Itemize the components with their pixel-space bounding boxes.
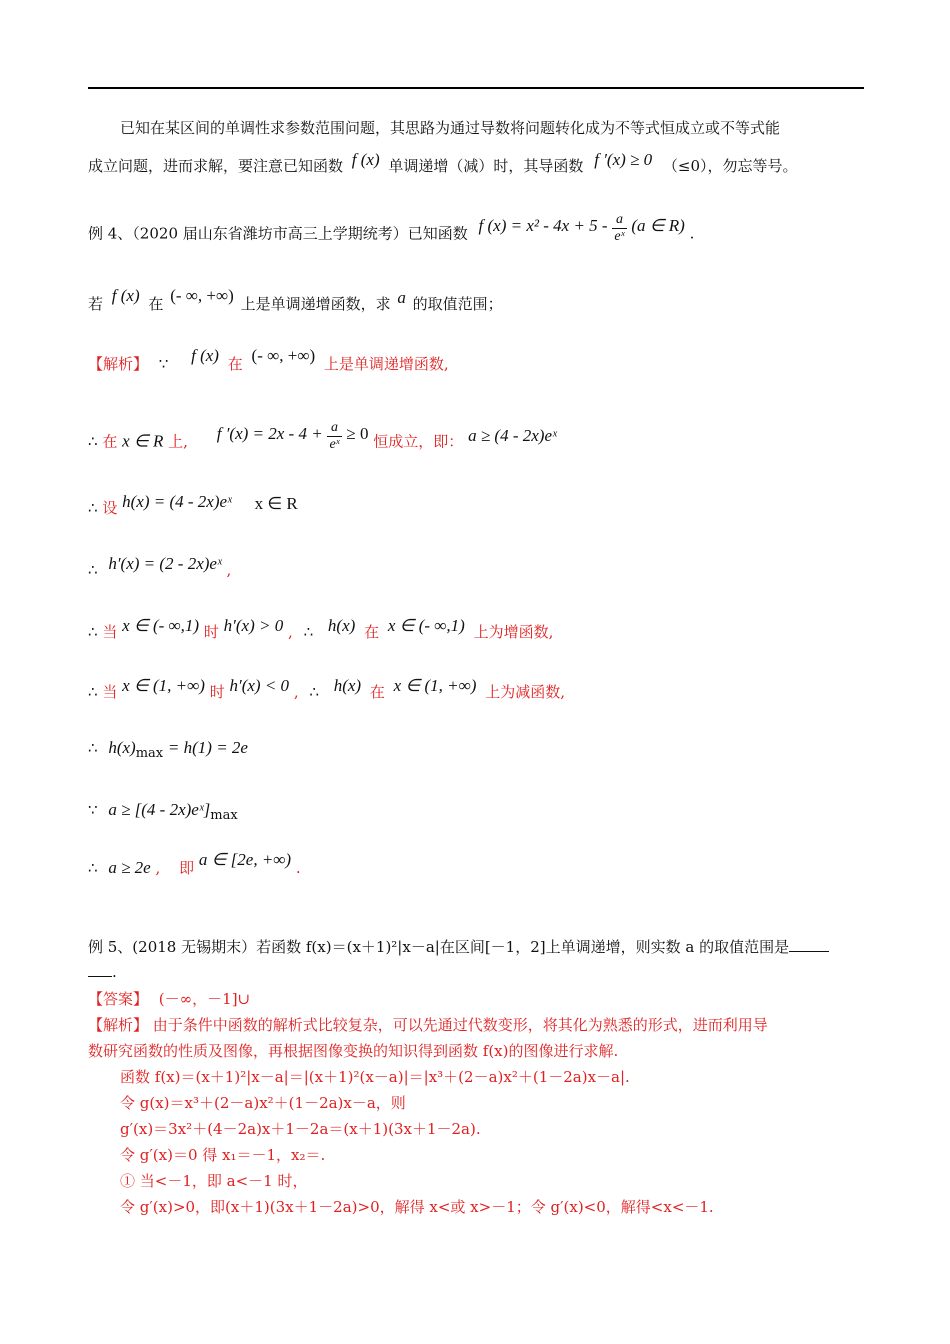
solution4-step6 — [88, 676, 566, 702]
s3-let: 设 — [102, 499, 118, 517]
example4-period: . — [689, 224, 695, 243]
s1-interval: (- ∞, +∞) — [251, 346, 316, 365]
s6-interval: x ∈ (1, +∞) — [122, 676, 205, 695]
s6-comma: , — [293, 683, 299, 701]
s5-text: 上为增函数, — [473, 623, 554, 641]
answer-tag: 【答案】 — [88, 990, 149, 1008]
analysis-tag: 【解析】 — [88, 1016, 149, 1034]
s8-lhs: a ≥ [(4 - 2x)eˣ] — [108, 800, 211, 819]
s6-in: 在 — [369, 683, 385, 701]
s4-comma: , — [226, 561, 232, 579]
example4-frac-den: eˣ — [614, 229, 625, 244]
s6-time: 时 — [209, 683, 225, 701]
s5-when: 当 — [102, 623, 118, 641]
example5-period: . — [112, 963, 117, 981]
s5-in: 在 — [364, 623, 380, 641]
therefore-symbol: ∴ — [88, 859, 98, 877]
therefore-symbol: ∴ — [303, 623, 314, 641]
answer-value: (－∞，－1]∪ — [158, 990, 251, 1008]
therefore-symbol: ∴ — [88, 739, 98, 757]
therefore-symbol: ∴ — [309, 683, 319, 701]
s5-interval-2: x ∈ (- ∞,1) — [387, 616, 465, 635]
s2-on: 上, — [168, 432, 188, 451]
intro-line-1: 已知在某区间的单调性求参数范围问题，其思路为通过导数将问题转化成为不等式恒成立或不等式能 — [120, 119, 781, 137]
intro-line-2-b: 单调递增（减）时，其导函数 — [388, 157, 584, 175]
because-symbol: ∵ — [88, 801, 98, 819]
s9-comma: , — [155, 859, 161, 877]
example5-label: 例 5、(2018 无锡期末）若函数 f(x)＝(x＋1)²|x－a|在区间[－1，2]上单调递增，则实数 a 的取值范围是 — [88, 938, 790, 956]
s9-period: . — [295, 859, 301, 877]
s6-text: 上为减函数, — [485, 683, 566, 701]
s2-fraction — [327, 420, 341, 453]
s2-in: 在 — [102, 432, 118, 451]
example5-analysis — [88, 1012, 878, 1220]
solution4-step8 — [88, 800, 238, 826]
example5-heading — [88, 937, 829, 957]
s7-hmax: h(x) — [108, 738, 136, 757]
s9-interval: a ∈ [2e, +∞) — [198, 850, 292, 869]
intro-line-2 — [88, 150, 798, 176]
example4-label: 例 4、（2020 届山东省潍坊市高三上学期统考）已知函数 — [88, 224, 468, 243]
s3-domain: x ∈ R — [254, 494, 298, 513]
example4-fraction — [612, 212, 626, 245]
solution4-step4 — [88, 554, 232, 580]
intro-fx: f (x) — [351, 150, 380, 169]
example5-heading-2 — [88, 962, 117, 982]
analysis-step-1: 函数 f(x)＝(x＋1)²|x－a|＝|(x＋1)²(x－a)|＝|x³＋(2－a)x²＋(1－2a)x－a|. — [120, 1068, 630, 1086]
intro-line-2-c: （≤0），勿忘等号。 — [662, 157, 798, 175]
example4-func-rhs: (a ∈ R) — [631, 215, 685, 235]
solution4-step5 — [88, 616, 554, 642]
s6-when: 当 — [102, 683, 118, 701]
question-text-d: 的取值范围； — [412, 295, 503, 313]
s2-frac-den: eˣ — [329, 437, 340, 452]
example4-heading — [88, 212, 695, 251]
s2-deriv-rhs: ≥ 0 — [346, 423, 369, 443]
analysis-line-1 — [88, 1012, 878, 1038]
header-rule — [88, 87, 864, 89]
s5-interval: x ∈ (- ∞,1) — [122, 616, 200, 635]
analysis-step-6: 令 g′(x)>0，即(x＋1)(3x＋1－2a)>0，解得 x<或 x>－1；令 g′(x)<0，解得<x<－1. — [120, 1198, 714, 1216]
analysis-text-1: 由于条件中函数的解析式比较复杂，可以先通过代数变形，将其化为熟悉的形式，进而利用导 — [152, 1016, 768, 1034]
question-text-a: 若 — [88, 295, 104, 313]
s2-result: a ≥ (4 - 2x)eˣ — [468, 425, 557, 445]
s7-rhs: = h(1) = 2e — [167, 738, 248, 757]
question-interval: (- ∞, +∞) — [170, 286, 234, 305]
therefore-symbol: ∴ — [88, 432, 98, 451]
solution-tag: 【解析】 — [88, 355, 149, 373]
s1-in: 在 — [227, 355, 243, 373]
example4-func-lhs: f (x) = x² - 4x + 5 - — [478, 215, 608, 235]
question-text-b: 在 — [148, 295, 164, 313]
s9-result: a ≥ 2e — [108, 858, 151, 877]
s2-frac-num: a — [327, 420, 341, 437]
s1-fx: f (x) — [191, 346, 219, 365]
s3-h: h(x) = (4 - 2x)eˣ — [122, 492, 232, 511]
intro-derivative: f ′(x) ≥ 0 — [594, 150, 653, 169]
analysis-step-3: g′(x)＝3x²＋(4－2a)x＋1－2a＝(x＋1)(3x＋1－2a). — [120, 1120, 481, 1138]
solution4-step1 — [88, 346, 449, 374]
s8-sub-max: max — [210, 808, 238, 823]
answer-blank — [789, 937, 829, 952]
solution4-step3 — [88, 492, 298, 518]
s2-text: 恒成立，即： — [373, 432, 464, 451]
question-var-a: a — [397, 288, 406, 307]
analysis-line-2: 数研究函数的性质及图像，再根据图像变换的知识得到函数 f(x)的图像进行求解. — [88, 1042, 619, 1060]
analysis-step-2: 令 g(x)＝x³＋(2－a)x²＋(1－2a)x－a，则 — [120, 1094, 406, 1112]
because-symbol: ∵ — [158, 355, 169, 373]
therefore-symbol: ∴ — [88, 683, 98, 701]
therefore-symbol: ∴ — [88, 561, 98, 579]
answer-blank-2 — [88, 962, 112, 977]
analysis-step-4: 令 g′(x)＝0 得 x₁＝－1，x₂＝. — [120, 1146, 326, 1164]
s7-sub-max: max — [135, 746, 164, 761]
s2-deriv-lhs: f ′(x) = 2x - 4 + — [216, 423, 323, 443]
s6-interval-2: x ∈ (1, +∞) — [393, 676, 477, 695]
solution4-step9 — [88, 850, 301, 878]
s5-hx: h(x) — [327, 616, 356, 635]
s5-comma: , — [288, 623, 293, 641]
solution4-step7 — [88, 738, 248, 764]
s6-hx: h(x) — [333, 676, 362, 695]
therefore-symbol: ∴ — [88, 623, 98, 641]
example4-frac-num: a — [612, 212, 626, 229]
intro-line-2-a: 成立问题，进而求解，要注意已知函数 — [88, 157, 344, 175]
question-fx: f (x) — [111, 286, 140, 305]
s4-h-prime: h′(x) = (2 - 2x)eˣ — [108, 554, 222, 573]
s9-ie: 即 — [179, 859, 195, 877]
question-text-c: 上是单调递增函数，求 — [240, 295, 391, 313]
s2-xr: x ∈ R — [122, 431, 164, 451]
example4-question — [88, 286, 503, 314]
analysis-step-5: ① 当<－1，即 a<－1 时， — [120, 1172, 308, 1190]
s5-condition: h′(x) > 0 — [223, 616, 284, 635]
s1-text: 上是单调递增函数, — [323, 355, 449, 373]
s6-condition: h′(x) < 0 — [229, 676, 290, 695]
example5-answer — [88, 989, 250, 1009]
solution4-step2 — [88, 420, 557, 459]
s5-time: 时 — [203, 623, 219, 641]
therefore-symbol: ∴ — [88, 499, 98, 517]
